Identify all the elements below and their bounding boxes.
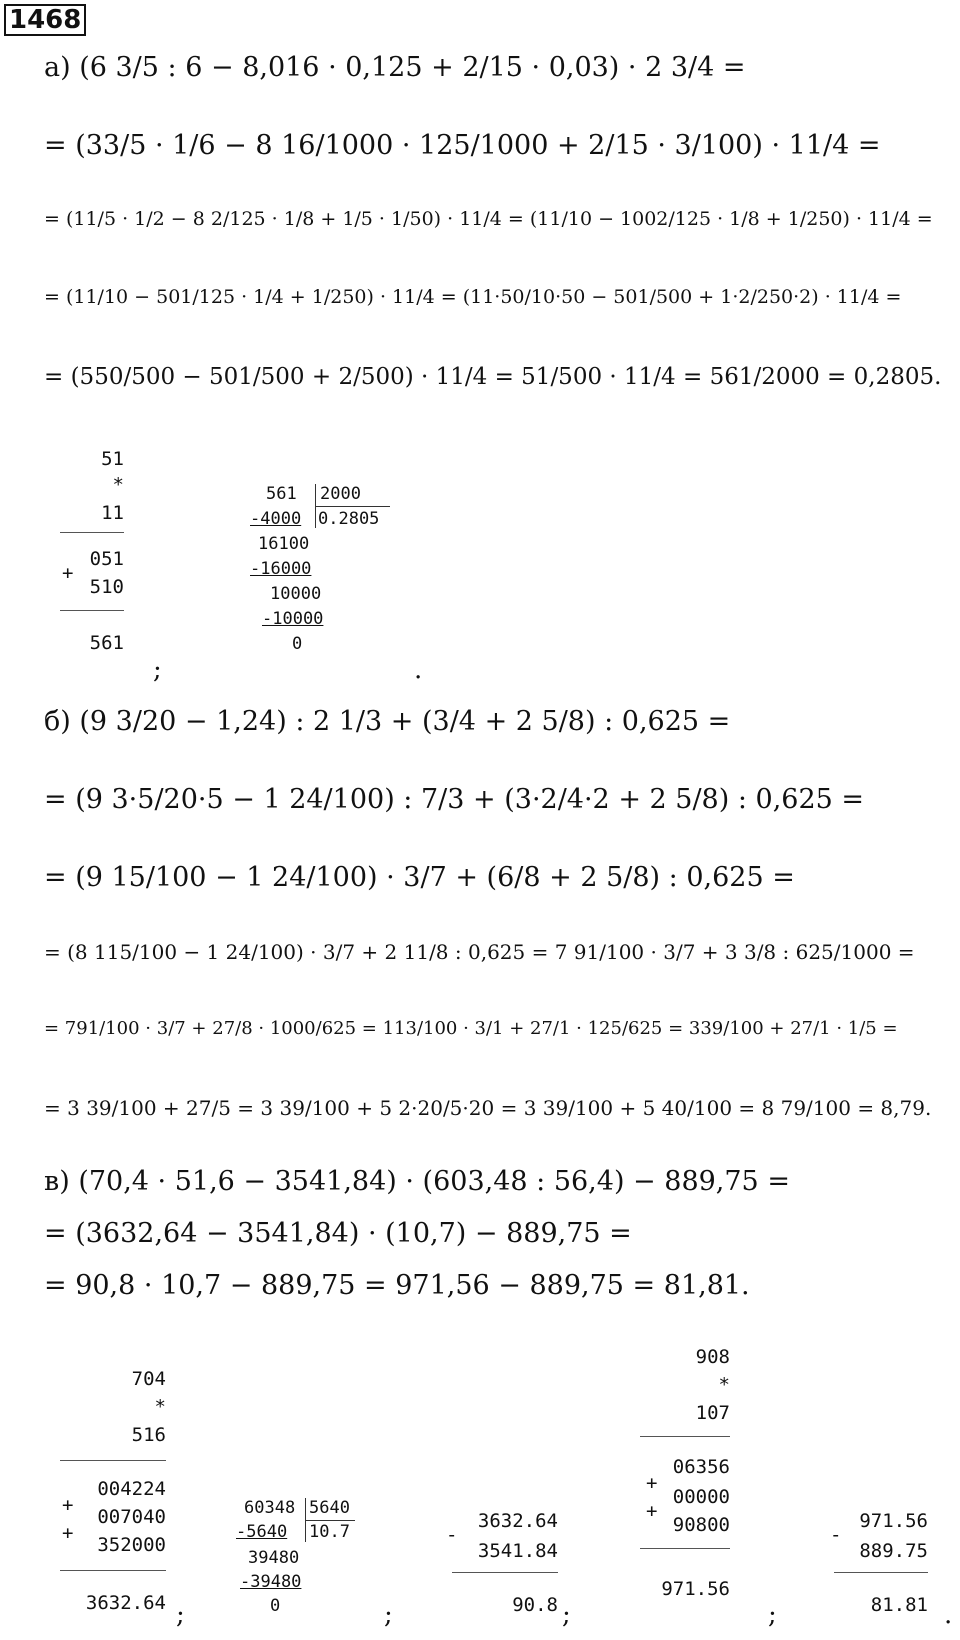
mult1-plus-2: + [62,1522,74,1544]
division-remainder-3: 0 [292,634,303,654]
part-v-line-2: = (3632,64 − 3541,84) · (10,7) − 889,75 = [44,1218,632,1249]
separator-period: . [414,655,423,685]
part-a-long-division [250,484,398,664]
mult2-rule-2 [640,1548,730,1549]
mult-partial-1: 051 [89,548,124,570]
part-v-long-division [236,1498,374,1618]
part-b-line-3: = (9 15/100 − 1 24/100) · 3/7 + (6/8 + 2 5/8) : 0,625 = [44,862,795,893]
mult2-partial-2: 00000 [672,1486,730,1508]
part-v-multiplication-2 [634,1346,730,1616]
sub2-rule [834,1572,928,1573]
division-dividend: 561 [266,484,297,504]
sub1-minus: - [446,1524,458,1546]
part-a-line-1: а) (6 3/5 : 6 − 8,016 · 0,125 + 2/15 · 0,03) · 2 3/4 = [44,52,746,83]
mult-rule-2 [60,610,124,611]
mult1-partial-2: 007040 [97,1506,166,1528]
mult1-operator: * [154,1396,166,1418]
part-v-subtraction-2 [830,1510,928,1620]
mult-plus-sign: + [62,562,74,584]
part-v-multiplication-1 [60,1368,166,1618]
separator-semicolon-1: ; [176,1600,185,1630]
mult2-operator: * [718,1374,730,1396]
mult-rule-1 [60,532,124,533]
mult-factor-a: 51 [101,448,124,470]
sub1-minuend: 3632.64 [477,1510,558,1532]
mult1-plus-1: + [62,1494,74,1516]
mult2-plus-1: + [646,1472,658,1494]
mult-operator: * [112,474,124,496]
division-subtrahend-2: -16000 [250,559,312,579]
mult2-factor-a: 908 [695,1346,730,1368]
mult-result: 561 [89,632,124,654]
mult-partial-2: 510 [89,576,124,598]
division2-subtrahend-2: -39480 [240,1572,302,1592]
mult1-rule-2 [60,1570,166,1571]
part-a-line-5: = (550/500 − 501/500 + 2/500) · 11/4 = 51/500 · 11/4 = 561/2000 = 0,2805. [44,364,942,390]
mult1-factor-a: 704 [131,1368,166,1390]
separator-semicolon-3: ; [562,1600,571,1630]
part-v-line-3: = 90,8 · 10,7 − 889,75 = 971,56 − 889,75 = 81,81. [44,1270,750,1301]
part-b-line-2: = (9 3·5/20·5 − 1 24/100) : 7/3 + (3·2/4·2 + 2 5/8) : 0,625 = [44,784,865,815]
mult2-partial-3: 90800 [672,1514,730,1536]
part-a-line-2: = (33/5 · 1/6 − 8 16/1000 · 125/1000 + 2/15 · 3/100) · 11/4 = [44,130,881,161]
mult1-factor-b: 516 [131,1424,166,1446]
division2-divisor: 5640 [309,1498,350,1518]
mult1-rule-1 [60,1460,166,1461]
part-b-line-5: = 791/100 · 3/7 + 27/8 · 1000/625 = 113/100 · 3/1 + 27/1 · 125/625 = 339/100 + 27/1 · 1/5 = [44,1018,898,1039]
mult2-plus-2: + [646,1500,658,1522]
part-a-line-3: = (11/5 · 1/2 − 8 2/125 · 1/8 + 1/5 · 1/50) · 11/4 = (11/10 − 1002/125 · 1/8 + 1/250) · 11/4 = [44,208,933,230]
mult1-partial-3: 352000 [97,1534,166,1556]
mult2-partial-1: 06356 [672,1456,730,1478]
division2-quotient: 10.7 [309,1522,350,1542]
mult2-rule-1 [640,1436,730,1437]
division-remainder-1: 16100 [258,534,310,554]
part-v-subtraction-1 [446,1510,558,1620]
separator-semicolon-2: ; [384,1600,393,1630]
division2-remainder-1: 39480 [248,1548,300,1568]
sub2-minuend: 971.56 [859,1510,928,1532]
division-quotient: 0.2805 [318,509,380,529]
division-remainder-2: 10000 [270,584,322,604]
mult2-result: 971.56 [661,1578,730,1600]
division-subtrahend-1: -4000 [250,509,302,529]
division-subtrahend-3: -10000 [262,609,324,629]
division-divisor: 2000 [320,484,361,504]
mult-factor-b: 11 [101,502,124,524]
sub2-result: 81.81 [870,1594,928,1616]
mult1-partial-1: 004224 [97,1478,166,1500]
problem-number: 1468 [4,4,86,36]
sub2-minus: - [830,1524,842,1546]
separator-semicolon-4: ; [768,1600,777,1630]
part-b-line-4: = (8 115/100 − 1 24/100) · 3/7 + 2 11/8 : 0,625 = 7 91/100 · 3/7 + 3 3/8 : 625/1000 = [44,940,915,964]
part-b-line-6: = 3 39/100 + 27/5 = 3 39/100 + 5 2·20/5·20 = 3 39/100 + 5 40/100 = 8 79/100 = 8,79. [44,1096,932,1120]
mult1-result: 3632.64 [85,1592,166,1614]
division2-horizontal-bar [305,1520,355,1521]
division2-subtrahend-1: -5640 [236,1522,288,1542]
part-a-line-4: = (11/10 − 501/125 · 1/4 + 1/250) · 11/4 = (11·50/10·50 − 501/500 + 1·2/250·2) · 11/4 = [44,286,902,308]
part-a-multiplication [60,448,124,678]
separator-period-end: . [944,1600,953,1630]
sub2-subtrahend: 889.75 [859,1540,928,1562]
division-horizontal-bar [315,506,390,507]
sub1-result: 90.8 [512,1594,558,1616]
sub1-subtrahend: 3541.84 [477,1540,558,1562]
division2-remainder-2: 0 [270,1596,281,1616]
sub1-rule [452,1572,558,1573]
separator-semicolon: ; [153,655,162,685]
mult2-factor-b: 107 [695,1402,730,1424]
part-v-line-1: в) (70,4 · 51,6 − 3541,84) · (603,48 : 56,4) − 889,75 = [44,1166,790,1197]
part-b-line-1: б) (9 3/20 − 1,24) : 2 1/3 + (3/4 + 2 5/8) : 0,625 = [44,706,731,737]
division2-dividend: 60348 [244,1498,296,1518]
